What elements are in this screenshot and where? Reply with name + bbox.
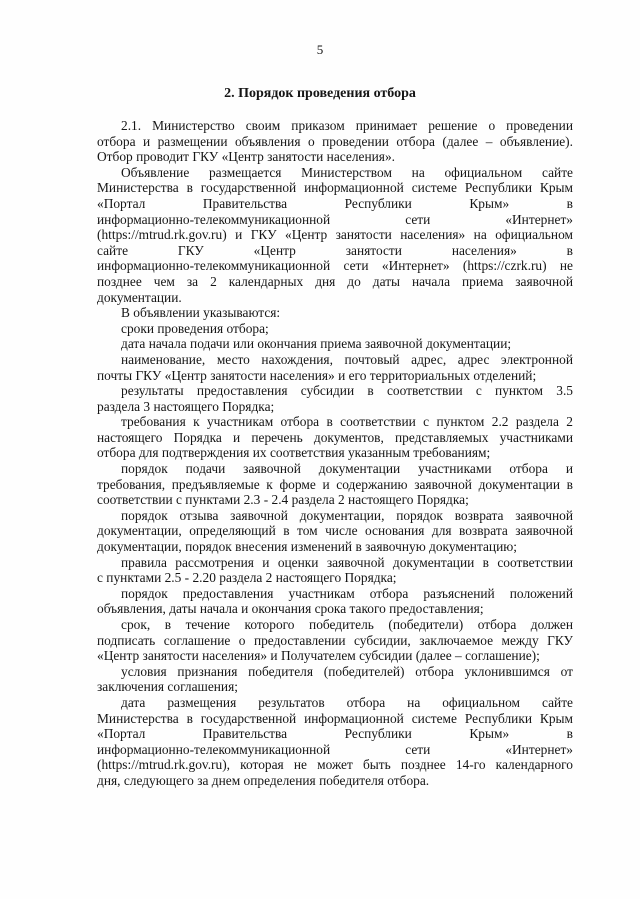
text-line: порядок предоставления участникам отбора разъяснений положений (121, 585, 573, 601)
text-line: требования, предъявляемые к форме и содержанию заявочной документации в (97, 476, 573, 492)
text-line: настоящего Порядка и перечень документов, представляемых участниками (97, 429, 573, 445)
paragraph (97, 336, 573, 352)
text-line: 2.1. Министерство своим приказом принимает решение о проведении (121, 118, 573, 133)
text-line: раздела 3 настоящего Порядка; (97, 398, 275, 414)
paragraph (97, 321, 573, 337)
text-line: В объявлении указываются: (121, 305, 281, 321)
text-line: подписать соглашение о предоставлении субсидии, заключаемое между ГКУ (97, 632, 573, 648)
paragraph (97, 305, 573, 321)
paragraph (97, 383, 573, 414)
paragraph (97, 695, 573, 789)
text-line: сайте ГКУ «Центр занятости населения» в (97, 242, 573, 258)
text-line: порядок подачи заявочной документации участниками отбора и (121, 461, 573, 477)
text-line: дата размещения результатов отбора на официальном сайте (121, 694, 573, 710)
section-title: 2. Порядок проведения отбора (224, 86, 416, 101)
text-line: позднее чем за 2 календарных дня до даты начала приема заявочной (97, 273, 573, 289)
text-line: информационно-телекоммуникационной сети «Интернет» (97, 211, 573, 227)
text-line: документации, определяющий в том числе основания для возврата заявочной (97, 523, 573, 539)
text-line: информационно-телекоммуникационной сети «Интернет» (97, 741, 573, 757)
text-line: почты ГКУ «Центр занятости населения» и его территориальных отделений; (97, 367, 537, 383)
text-line: соответствии с пунктами 2.3 - 2.4 раздела 2 настоящего Порядка; (97, 492, 469, 508)
text-line: дня, следующего за днем определения победителя отбора. (97, 772, 430, 788)
paragraph (97, 617, 573, 664)
text-line: Отбор проводит ГКУ «Центр занятости населения». (97, 149, 396, 165)
text-line: с пунктами 2.5 - 2.20 раздела 2 настоящего Порядка; (97, 570, 397, 586)
text-line: «Портал Правительства Республики Крым» в (97, 726, 573, 742)
text-line: требования к участникам отбора в соответствии с пунктом 2.2 раздела 2 (121, 414, 573, 430)
paragraph (97, 555, 573, 586)
text-line: (https://mtrud.rk.gov.ru), которая не может быть позднее 14-го календарного (97, 757, 573, 773)
text-line: информационно-телекоммуникационной сети «Интернет» (https://czrk.ru) не (97, 258, 573, 274)
text-line: объявления, даты начала и окончания срока такого предоставления; (97, 601, 484, 617)
text-line: документации, порядок внесения изменений в заявочную документацию; (97, 539, 517, 555)
text-line: сроки проведения отбора; (121, 320, 269, 336)
text-line: Министерства в государственной информационной системе Республики Крым (97, 180, 573, 196)
paragraph (97, 165, 573, 305)
paragraph (97, 664, 573, 695)
text-line: результаты предоставления субсидии в соответствии с пунктом 3.5 (121, 383, 573, 399)
text-line: условия признания победителя (победителей) отбора уклонившимся от (121, 663, 573, 679)
text-line: «Портал Правительства Республики Крым» в (97, 195, 573, 211)
text-line: порядок отзыва заявочной документации, порядок возврата заявочной (121, 507, 573, 523)
text-line: (https://mtrud.rk.gov.ru) и ГКУ «Центр занятости населения» на официальном (97, 227, 573, 243)
text-line: заключения соглашения; (97, 679, 238, 695)
text-line: Объявление размещается Министерством на официальном сайте (121, 164, 573, 180)
paragraph (97, 414, 573, 461)
text-line: отбора и размещении объявления о проведении отбора (далее – объявление). (97, 133, 573, 149)
body-text (97, 118, 573, 789)
paragraph (97, 118, 573, 165)
paragraph (97, 461, 573, 508)
paragraph (97, 508, 573, 555)
text-line: дата начала подачи или окончания приема заявочной документации; (121, 336, 512, 352)
paragraph (97, 586, 573, 617)
text-line: Министерства в государственной информационной системе Республики Крым (97, 710, 573, 726)
text-line: правила рассмотрения и оценки заявочной документации в соответствии (121, 554, 573, 570)
page-number: 5 (316, 42, 324, 57)
text-line: документации. (97, 289, 182, 305)
paragraph (97, 352, 573, 383)
text-line: «Центр занятости населения» и Получателем субсидии (далее – соглашение); (97, 648, 540, 664)
text-line: наименование, место нахождения, почтовый адрес, адрес электронной (121, 351, 573, 367)
text-line: срок, в течение которого победитель (победители) отбора должен (121, 617, 573, 632)
text-line: отбора для подтверждения их соответствия указанным требованиям; (97, 445, 491, 461)
